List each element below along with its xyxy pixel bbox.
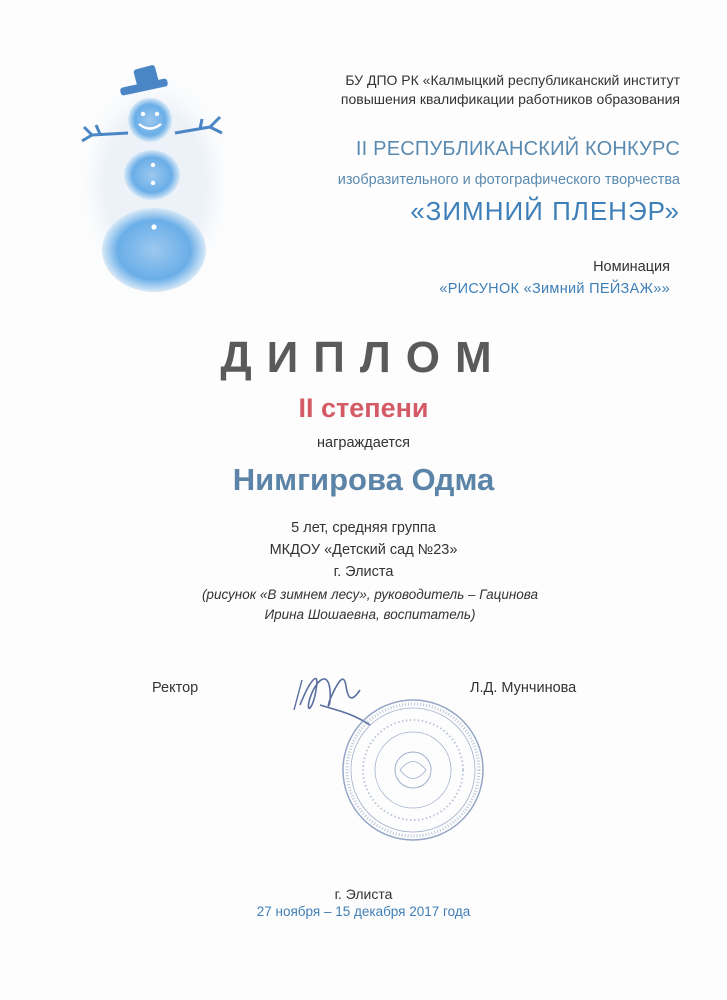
- diploma-title: ДИПЛОМ: [220, 333, 507, 382]
- artwork-note: [160, 585, 580, 625]
- details-kindergarten: МКДОУ «Детский сад №23»: [269, 542, 458, 558]
- artwork-note-line-1: (рисунок «В зимнем лесу», руководитель – Гацинова: [201, 587, 539, 602]
- institution-line-1: БУ ДПО РК «Калмыцкий республиканский институт: [345, 72, 680, 88]
- institution-name: [300, 71, 680, 109]
- awarded-text: награждается: [317, 435, 410, 451]
- details-city: г. Элиста: [333, 564, 394, 580]
- institution-line-2: повышения квалификации работников образования: [340, 91, 680, 107]
- recipient-name: Нимгирова Одма: [232, 462, 495, 497]
- snowman-illustration: [70, 55, 240, 310]
- rector-name: Л.Д. Мунчинова: [470, 680, 577, 696]
- contest-title: II РЕСПУБЛИКАНСКИЙ КОНКУРС: [355, 138, 680, 160]
- official-stamp: [338, 695, 488, 845]
- nomination-label: Номинация: [593, 259, 670, 275]
- contest-name: «ЗИМНИЙ ПЛЕНЭР»: [410, 196, 680, 226]
- footer-dates: 27 ноября – 15 декабря 2017 года: [256, 904, 471, 919]
- nomination-value: «РИСУНОК «Зимний ПЕЙЗАЖ»»: [439, 281, 670, 297]
- contest-subtitle: изобразительного и фотографического творчества: [337, 172, 680, 188]
- artwork-note-line-2: Ирина Шошаевна, воспитатель): [264, 607, 476, 622]
- recipient-details: [0, 517, 727, 583]
- diploma-degree: II степени: [298, 393, 429, 423]
- rector-title: Ректор: [152, 680, 199, 696]
- footer-city: г. Элиста: [334, 886, 393, 902]
- details-age-group: 5 лет, средняя группа: [291, 520, 436, 536]
